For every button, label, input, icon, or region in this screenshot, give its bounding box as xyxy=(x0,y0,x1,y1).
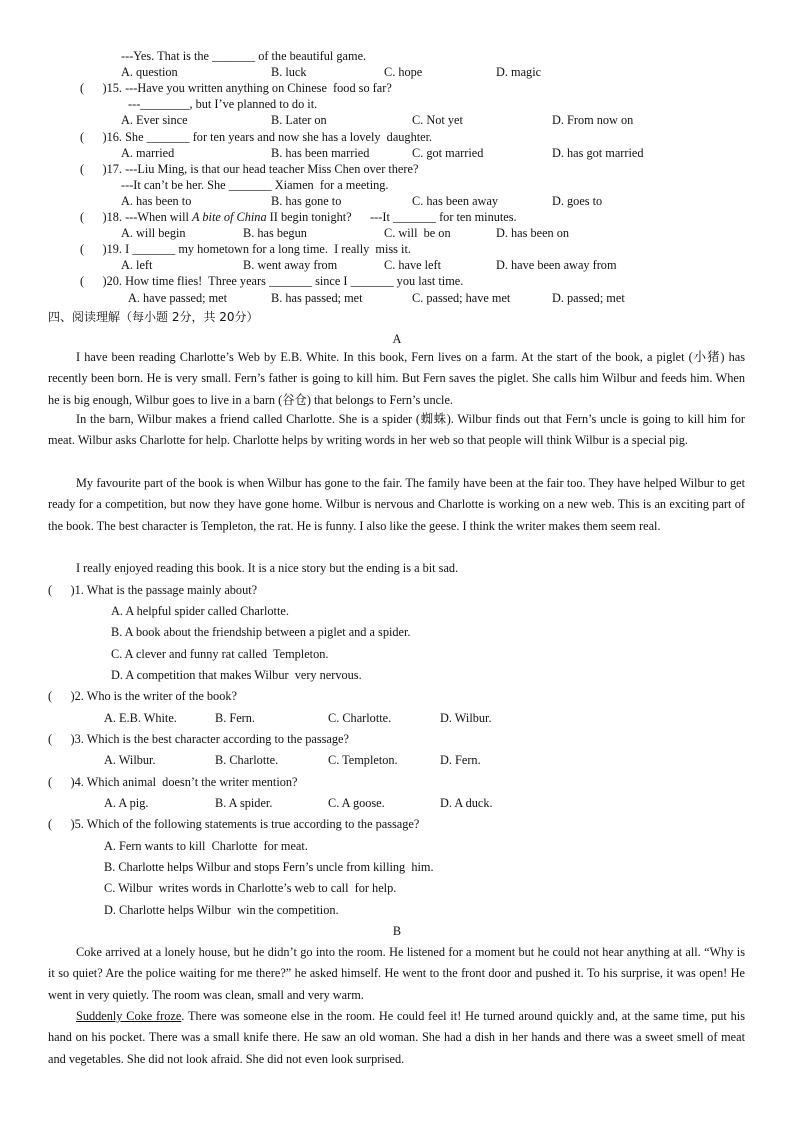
underlined-phrase: Suddenly Coke froze xyxy=(76,1009,182,1023)
q17-option-c: C. has been away xyxy=(412,194,499,208)
q18-option-a: A. will begin xyxy=(121,226,186,240)
q15-option-a: A. Ever since xyxy=(121,113,188,127)
passage-a-paragraph-4: I really enjoyed reading this book. It is a nice story but the ending is a bit sad. xyxy=(76,561,459,575)
q14-option-d: D. magic xyxy=(496,65,542,79)
q16-stem: ( )16. She _______ for ten years and now she has a lovely daughter. xyxy=(80,130,433,144)
q18-stem-title: A bite of China xyxy=(192,210,267,224)
reading-q1-option-c: C. A clever and funny rat called Templeton. xyxy=(111,647,329,661)
reading-q4-option-d: D. A duck. xyxy=(440,796,493,810)
q16-option-b: B. has been married xyxy=(271,146,370,160)
q14-option-a: A. question xyxy=(121,65,178,79)
reading-q2-stem: ( )2. Who is the writer of the book? xyxy=(48,689,237,703)
passage-b-paragraph-1: Coke arrived at a lonely house, but he didn’t go into the room. He listened for a moment but he could not hear anything at all. “Why is it so quiet? Are the police waiting for me there?” he asked himself. He went to the front door and pushed it. To his surprise, it was open! He went in very quietly. The room was clean, small and very warm. xyxy=(48,945,745,1002)
q16-option-d: D. has got married xyxy=(552,146,644,160)
q16-option-a: A. married xyxy=(121,146,175,160)
passage-a-paragraph-2: In the barn, Wilbur makes a friend called Charlotte. She is a spider (蜘蛛). Wilbur finds out that Fern’s uncle is going to kill him for meat. Wilbur asks Charlotte for help. Charlotte helps by writing words in her web so that people will think Wilbur is a special pig. xyxy=(48,412,745,448)
q18-stem-end: II begin tonight? ---It _______ for ten minutes. xyxy=(266,210,517,224)
q20-option-b: B. has passed; met xyxy=(271,291,363,305)
reading-q3-option-c: C. Templeton. xyxy=(328,753,398,767)
passage-a-title: A xyxy=(392,332,402,346)
q16-option-c: C. got married xyxy=(412,146,484,160)
q17-stem-reply: ---It can’t be her. She _______ Xiamen for a meeting. xyxy=(121,178,389,192)
passage-b-paragraph-2-text: . There was someone else in the room. He could feel it! He turned around quickly and, at the same time, put his hand on his pocket. There was a small knife there. He saw an old woman. She had a dish in her hands and there was a sweet smell of meat and vegetables. She did not look afraid. She did not even look surprised. xyxy=(48,1009,745,1066)
reading-q1-stem: ( )1. What is the passage mainly about? xyxy=(48,583,258,597)
reading-q5-option-a: A. Fern wants to kill Charlotte for meat. xyxy=(104,839,308,853)
q19-option-c: C. have left xyxy=(384,258,442,272)
q20-stem: ( )20. How time flies! Three years _______ since I _______ you last time. xyxy=(80,274,464,288)
q17-option-b: B. has gone to xyxy=(271,194,342,208)
q15-option-c: C. Not yet xyxy=(412,113,463,127)
passage-a-paragraph-1: I have been reading Charlotte’s Web by E.B. White. In this book, Fern lives on a farm. At the start of the book, a piglet (小猪) has recently been born. He is very small. Fern’s father is going to kill him. But Fern saves the piglet. She calls him Wilbur and feeds him. When he is big enough, Wilbur goes to live in a barn (谷仓) that belongs to Fern’s uncle. xyxy=(48,350,745,407)
q18-option-b: B. has begun xyxy=(243,226,307,240)
passage-a-paragraph-3: My favourite part of the book is when Wilbur has gone to the fair. The family have been at the fair too. They have helped Wilbur to get ready for a competition, but now they have gone home. Wilbur is nervous and Charlotte is working on a new web. This is an exciting part of the book. The best character is Templeton, the rat. He is funny. I also like the geese. I think the writer makes them seem real. xyxy=(48,476,745,533)
reading-q1-option-a: A. A helpful spider called Charlotte. xyxy=(111,604,289,618)
q15-option-d: D. From now on xyxy=(552,113,634,127)
q18-option-c: C. will be on xyxy=(384,226,451,240)
q18-option-d: D. has been on xyxy=(496,226,570,240)
reading-q5-stem: ( )5. Which of the following statements is true according to the passage? xyxy=(48,817,420,831)
reading-q2-option-a: A. E.B. White. xyxy=(104,711,177,725)
reading-q1-option-d: D. A competition that makes Wilbur very nervous. xyxy=(111,668,362,682)
q14-option-b: B. luck xyxy=(271,65,307,79)
q14-stem: ---Yes. That is the _______ of the beautiful game. xyxy=(121,49,367,63)
reading-q3-option-d: D. Fern. xyxy=(440,753,481,767)
reading-q5-option-d: D. Charlotte helps Wilbur win the competition. xyxy=(104,903,339,917)
reading-q2-option-c: C. Charlotte. xyxy=(328,711,392,725)
passage-b-title: B xyxy=(392,924,402,938)
q20-option-c: C. passed; have met xyxy=(412,291,511,305)
q15-stem: ( )15. ---Have you written anything on Chinese food so far? xyxy=(80,81,392,95)
section-heading-reading: 四、阅读理解（每小题 2分，共 20分） xyxy=(48,310,259,324)
q18-stem xyxy=(80,209,517,225)
reading-q2-option-d: D. Wilbur. xyxy=(440,711,492,725)
reading-q3-stem: ( )3. Which is the best character according to the passage? xyxy=(48,732,349,746)
q20-option-d: D. passed; met xyxy=(552,291,625,305)
reading-q4-option-c: C. A goose. xyxy=(328,796,385,810)
reading-q5-option-c: C. Wilbur writes words in Charlotte’s web to call for help. xyxy=(104,881,397,895)
q18-stem-start: ( )18. ---When will xyxy=(80,210,193,224)
passage-b-paragraph-2 xyxy=(48,1006,745,1070)
reading-q4-stem: ( )4. Which animal doesn’t the writer mention? xyxy=(48,775,298,789)
q19-option-b: B. went away from xyxy=(243,258,338,272)
reading-q4-option-a: A. A pig. xyxy=(104,796,149,810)
reading-q3-option-a: A. Wilbur. xyxy=(104,753,156,767)
q17-option-d: D. goes to xyxy=(552,194,603,208)
q19-stem: ( )19. I _______ my hometown for a long time. I really miss it. xyxy=(80,242,411,256)
reading-q2-option-b: B. Fern. xyxy=(215,711,255,725)
reading-q5-option-b: B. Charlotte helps Wilbur and stops Fern’s uncle from killing him. xyxy=(104,860,434,874)
q19-option-d: D. have been away from xyxy=(496,258,617,272)
reading-q4-option-b: B. A spider. xyxy=(215,796,273,810)
reading-q1-option-b: B. A book about the friendship between a piglet and a spider. xyxy=(111,625,411,639)
q20-option-a: A. have passed; met xyxy=(128,291,228,305)
q15-stem-reply: ---________, but I’ve planned to do it. xyxy=(128,97,318,111)
q19-option-a: A. left xyxy=(121,258,153,272)
reading-q3-option-b: B. Charlotte. xyxy=(215,753,279,767)
q14-option-c: C. hope xyxy=(384,65,423,79)
q17-stem: ( )17. ---Liu Ming, is that our head teacher Miss Chen over there? xyxy=(80,162,419,176)
q15-option-b: B. Later on xyxy=(271,113,327,127)
q17-option-a: A. has been to xyxy=(121,194,192,208)
